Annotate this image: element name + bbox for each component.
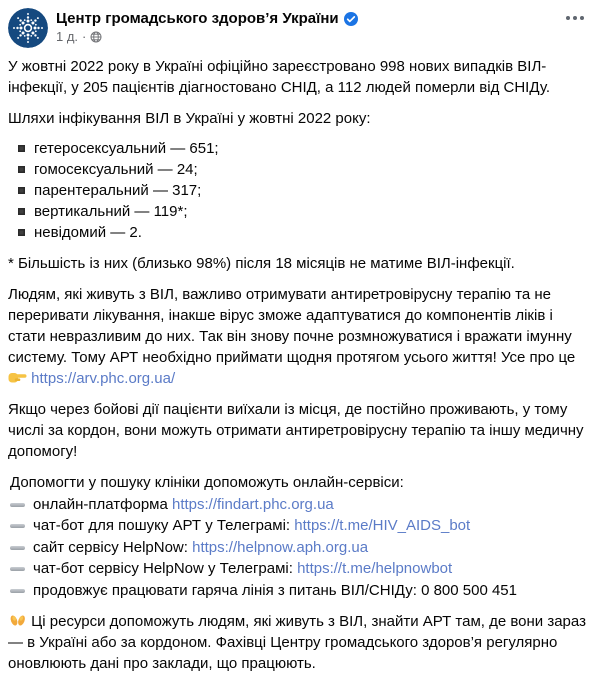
dash-list-item: продовжує працювати гаряча лінія з питань ВІЛ/СНІДу: 0 800 500 451 [8, 580, 592, 602]
post-header [8, 6, 592, 52]
point-right-icon [8, 370, 27, 385]
meta-separator: · [82, 29, 87, 44]
bullet-list [8, 138, 592, 243]
bullet-square-icon [18, 145, 25, 152]
dash-icon [10, 567, 25, 571]
post-paragraph: Ці ресурси допоможуть людям, які живуть з ВІЛ, знайти АРТ там, де вони зараз — в Україні або за кордоном. Фахівці Центру громадського здоров’я регулярно оновлюють дані про заклади, що працюють. [8, 613, 586, 672]
list-item: гомосексуальний — 24; [12, 159, 592, 180]
timestamp[interactable]: 1 д. [56, 29, 79, 44]
dash-icon [10, 524, 25, 528]
post-link[interactable]: https://arv.phc.org.ua/ [31, 370, 176, 387]
post-link[interactable]: https://helpnow.aph.org.ua [192, 538, 369, 556]
dash-list-intro: Допомогти у пошуку клініки допоможуть онлайн-сервіси: [10, 474, 404, 491]
list-item: невідомий — 2. [12, 222, 592, 243]
bullet-square-icon [18, 229, 25, 236]
header-texts [56, 8, 592, 45]
globe-icon [90, 31, 102, 43]
list-item: гетеросексуальний — 651; [12, 138, 592, 159]
post-link[interactable]: https://findart.phc.org.ua [171, 495, 334, 513]
dash-icon [10, 503, 25, 507]
post-paragraph: * Більшість із них (близько 98%) після 18 місяців не матиме ВІЛ-інфекції. [8, 255, 515, 272]
bullet-square-icon [18, 187, 25, 194]
post-paragraph: Людям, які живуть з ВІЛ, важливо отримувати антиретровірусну терапію та не переривати лікування, інакше вірус зможе адаптуватися до компонентів ліків і стати невразливим до них. Так він знову почне розмножуватися і вражати імунну систему. Тому АРТ необхідно приймати щодня протягом усього життя! Усе про це https://arv.phc.org.ua/ [8, 286, 576, 387]
post-body [8, 56, 592, 684]
dash-list-item: сайт сервісу HelpNow: https://helpnow.aph.org.ua [8, 537, 592, 559]
dash-list [8, 472, 592, 601]
bullet-square-icon [18, 166, 25, 173]
dash-list-item: онлайн-платформа https://findart.phc.org.ua [8, 494, 592, 516]
bullet-square-icon [18, 208, 25, 215]
list-item: парентеральний — 317; [12, 180, 592, 201]
post-meta [56, 29, 592, 45]
post-paragraph: Шляхи інфікування ВІЛ в Україні у жовтні 2022 року: [8, 110, 371, 127]
page-avatar[interactable] [8, 8, 48, 48]
dash-list-item: чат-бот сервісу HelpNow у Телеграмі: https://t.me/helpnowbot [8, 558, 592, 580]
raising-hands-icon [8, 613, 27, 628]
post-link[interactable]: https://t.me/helpnowbot [297, 560, 453, 577]
dash-icon [10, 589, 25, 593]
verified-badge-icon [344, 12, 358, 26]
list-item: вертикальний — 119*; [12, 201, 592, 222]
post-paragraph: У жовтні 2022 року в Україні офіційно зареєстровано 998 нових випадків ВІЛ-інфекції, у 205 пацієнтів діагностовано СНІД, а 112 людей померли від СНІДу. [8, 58, 551, 96]
more-options-icon[interactable] [562, 10, 588, 26]
page-name[interactable]: Центр громадського здоров’я України [56, 10, 339, 27]
dash-icon [10, 546, 25, 550]
dash-list-item: чат-бот для пошуку АРТ у Телеграмі: https://t.me/HIV_AIDS_bot [8, 515, 592, 537]
post-paragraph: Якщо через бойові дії пацієнти виїхали із місця, де постійно проживають, у тому числі за кордон, вони можуть отримати антиретровірусну терапію та іншу медичну допомогу! [8, 401, 584, 460]
post-link[interactable]: https://t.me/HIV_AIDS_bot [294, 517, 471, 534]
